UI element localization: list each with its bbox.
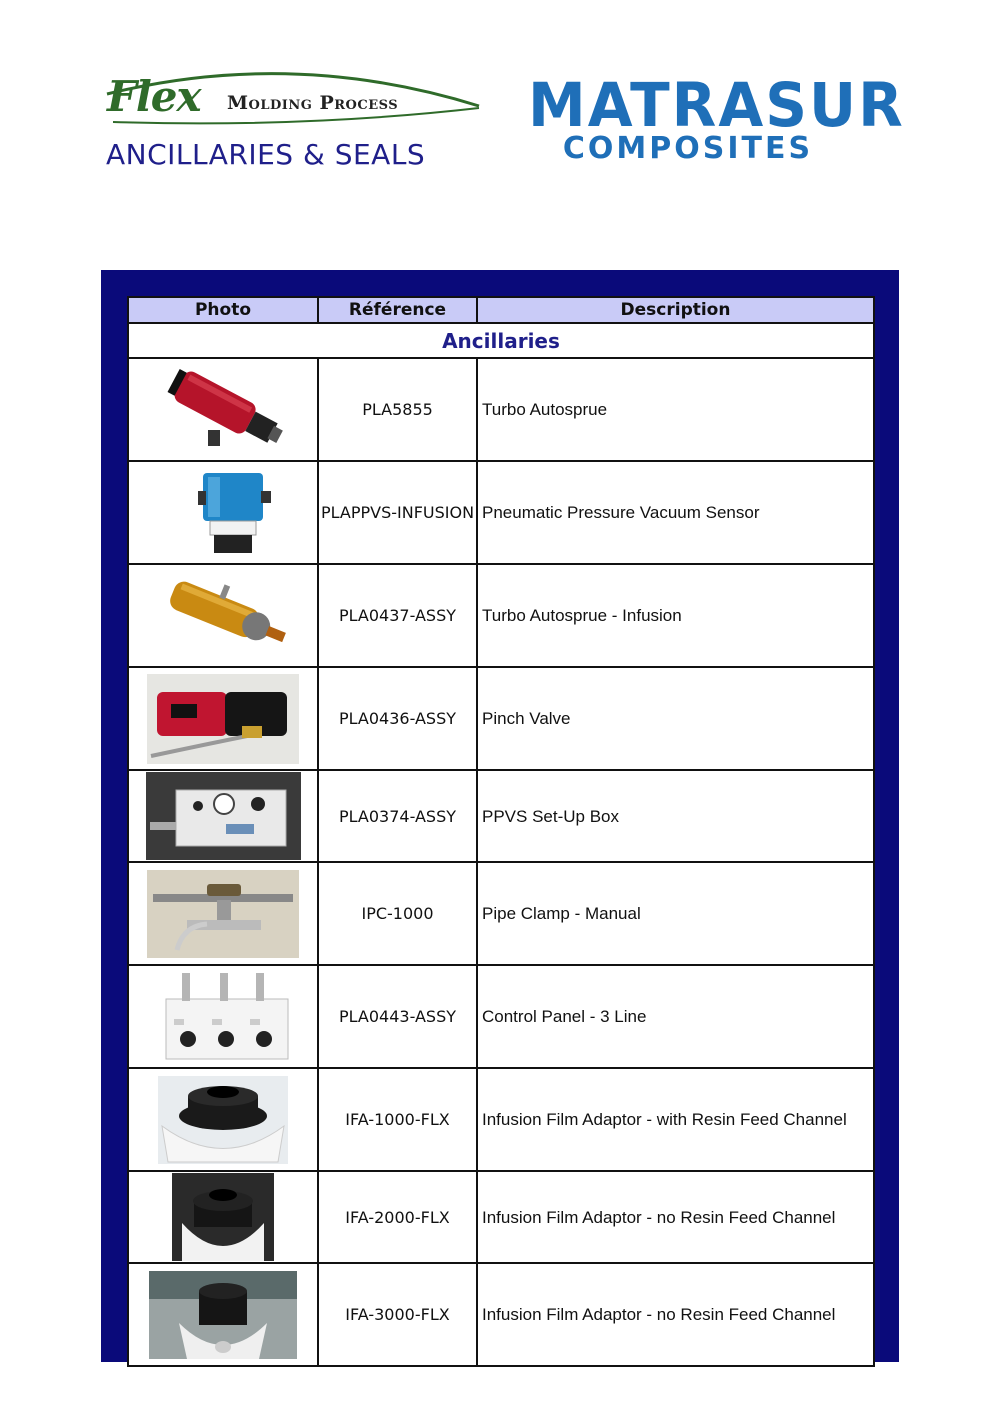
pressure-vacuum-sensor-photo: [148, 465, 298, 560]
table-row: [128, 965, 874, 1068]
matrasur-logo-sub: COMPOSITES: [562, 131, 814, 166]
column-header-photo: Photo: [128, 297, 318, 323]
reference-cell: PLAPPVS-INFUSION: [318, 461, 477, 564]
film-adaptor-feed-photo: [158, 1076, 288, 1164]
turbo-autosprue-photo: [148, 362, 298, 457]
table-row: [128, 1068, 874, 1171]
pinch-valve-photo: [147, 674, 299, 764]
description-cell: Pneumatic Pressure Vacuum Sensor: [477, 461, 874, 564]
table-row: [128, 461, 874, 564]
photo-cell: [128, 358, 318, 461]
reference-cell: IFA-3000-FLX: [318, 1263, 477, 1366]
flex-logo-word: Flex: [107, 72, 201, 121]
photo-cell: [128, 862, 318, 965]
description-cell: Infusion Film Adaptor - no Resin Feed Channel: [477, 1171, 874, 1263]
description-cell: Pipe Clamp - Manual: [477, 862, 874, 965]
flex-logo-subtitle: Molding Process: [227, 92, 399, 114]
photo-cell: [128, 667, 318, 770]
photo-cell: [128, 1068, 318, 1171]
reference-cell: IFA-1000-FLX: [318, 1068, 477, 1171]
setup-box-photo: [146, 772, 301, 860]
reference-cell: PLA0436-ASSY: [318, 667, 477, 770]
table-row: [128, 667, 874, 770]
film-adaptor-photo: [172, 1173, 274, 1261]
reference-cell: IFA-2000-FLX: [318, 1171, 477, 1263]
page-title: ANCILLARIES & SEALS: [106, 138, 426, 171]
table-row: [128, 564, 874, 667]
photo-cell: [128, 564, 318, 667]
flex-molding-logo: [103, 58, 483, 128]
table-row: [128, 862, 874, 965]
reference-cell: PLA0437-ASSY: [318, 564, 477, 667]
photo-cell: [128, 461, 318, 564]
photo-cell: [128, 770, 318, 862]
column-header-reference: Référence: [318, 297, 477, 323]
photo-cell: [128, 1171, 318, 1263]
description-cell: Pinch Valve: [477, 667, 874, 770]
table-row: [128, 1171, 874, 1263]
reference-cell: IPC-1000: [318, 862, 477, 965]
turbo-autosprue-infusion-photo: [148, 568, 298, 663]
section-title: Ancillaries: [128, 323, 874, 358]
products-table: [127, 296, 875, 1367]
photo-cell: [128, 965, 318, 1068]
description-cell: PPVS Set-Up Box: [477, 770, 874, 862]
reference-cell: PLA5855: [318, 358, 477, 461]
table-row: [128, 358, 874, 461]
matrasur-logo-name: MATRASUR: [528, 69, 905, 141]
film-adaptor-3000-photo: [149, 1271, 297, 1359]
table-row: [128, 770, 874, 862]
control-panel-photo: [148, 969, 298, 1064]
description-cell: Infusion Film Adaptor - no Resin Feed Channel: [477, 1263, 874, 1366]
description-cell: Turbo Autosprue - Infusion: [477, 564, 874, 667]
column-header-description: Description: [477, 297, 874, 323]
reference-cell: PLA0443-ASSY: [318, 965, 477, 1068]
description-cell: Infusion Film Adaptor - with Resin Feed Channel: [477, 1068, 874, 1171]
table-row: [128, 1263, 874, 1366]
pipe-clamp-photo: [147, 870, 299, 958]
description-cell: Turbo Autosprue: [477, 358, 874, 461]
photo-cell: [128, 1263, 318, 1366]
matrasur-logo: [528, 69, 905, 170]
reference-cell: PLA0374-ASSY: [318, 770, 477, 862]
description-cell: Control Panel - 3 Line: [477, 965, 874, 1068]
section-row: [128, 323, 874, 358]
table-header-row: [128, 297, 874, 323]
